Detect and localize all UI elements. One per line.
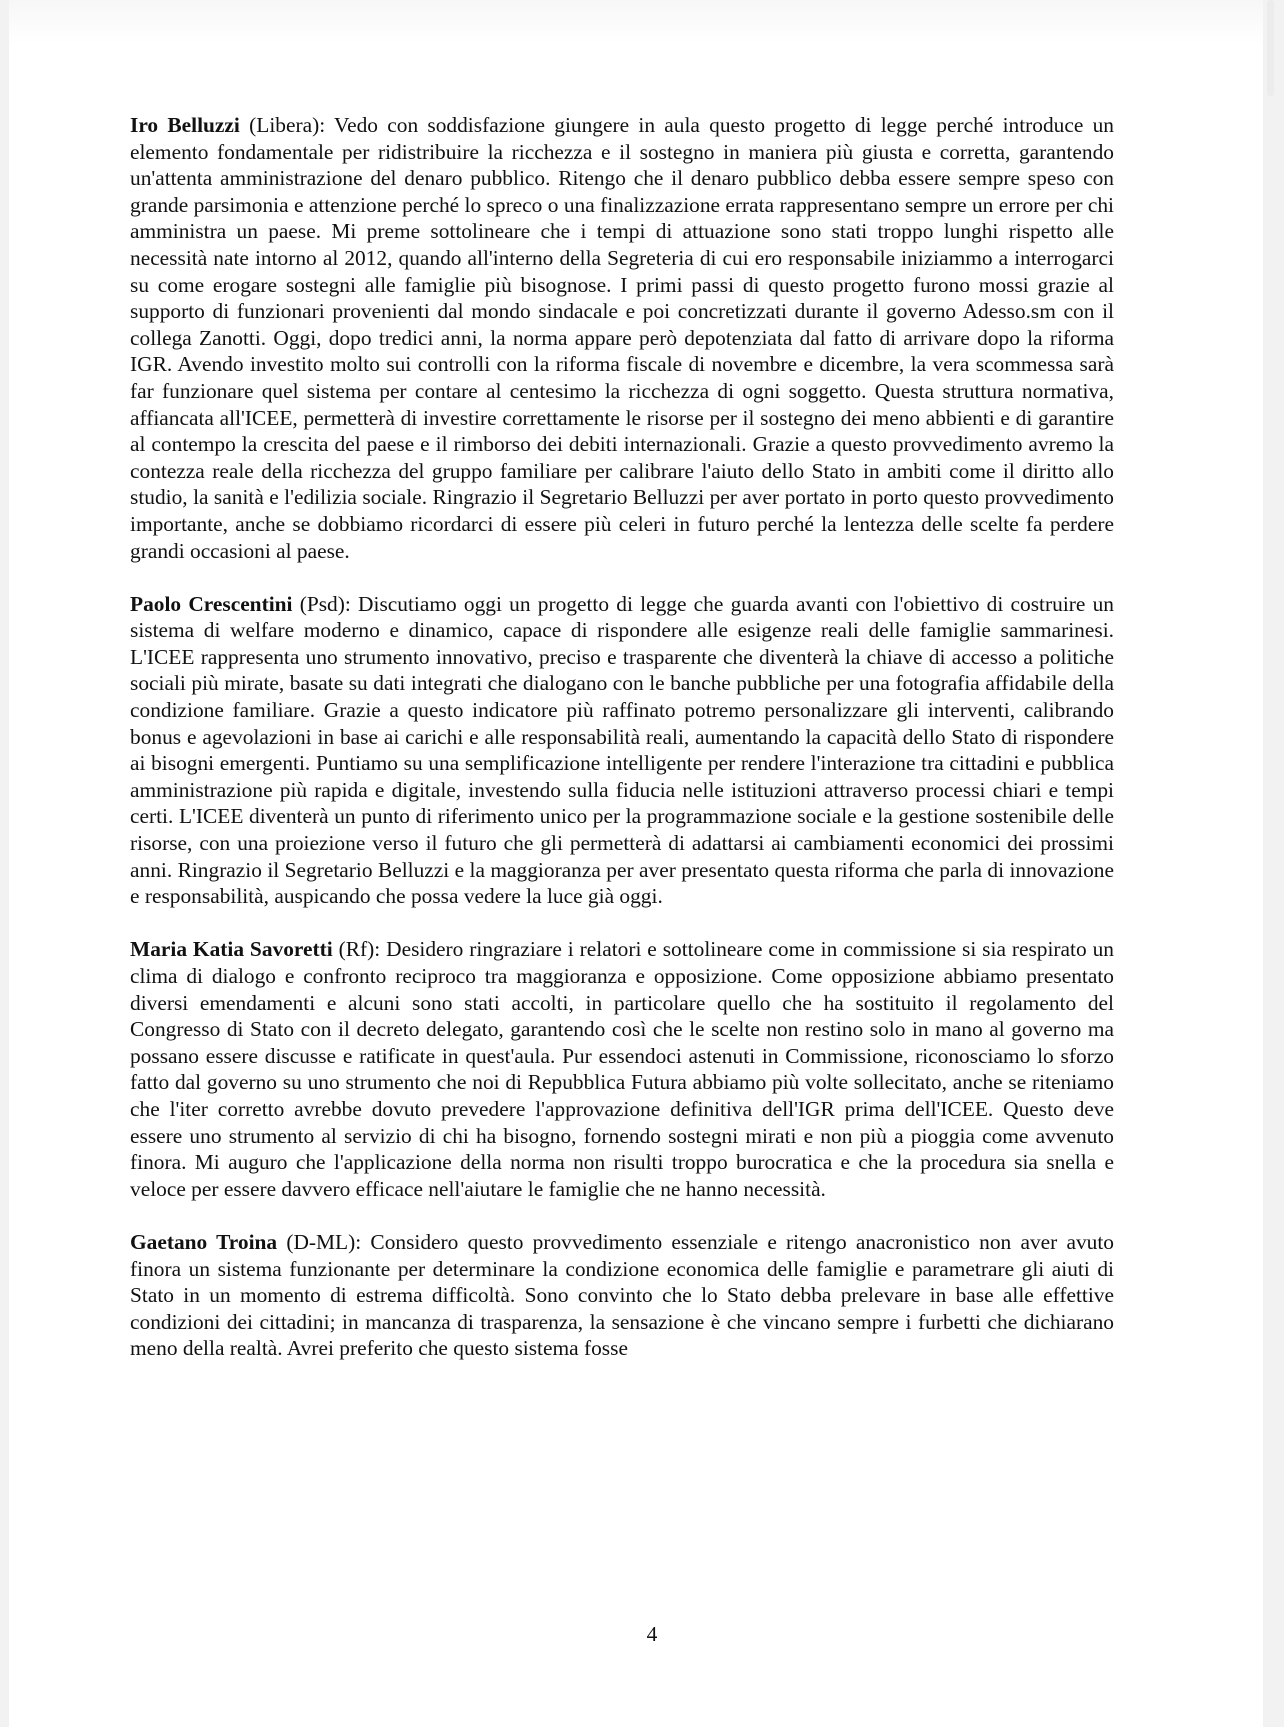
speech-text: Discutiamo oggi un progetto di legge che guarda avanti con l'obiettivo di costruire un sistema di welfare moderno e dinamico, capace di rispondere alle esigenze reali delle famiglie sammarinesi. L'ICEE rappresenta uno strumento innovativo, preciso e trasparente che diventerà la chiave di accesso a politiche sociali più mirate, basate su dati integrati che dialogano con le banche pubbliche per una fotografia affidabile della condizione familiare. Grazie a questo indicatore più raffinato potremo personalizzare gli interventi, calibrando bonus e agevolazioni in base ai carichi e alle responsabilità reali, aumentando la capacità dello Stato di rispondere ai bisogni emergenti. Puntiamo su una semplificazione intelligente per rendere l'interazione tra cittadini e pubblica amministrazione più rapida e digitale, investendo sulla fiducia nelle istituzioni attraverso processi chiari e tempi certi. L'ICEE diventerà un punto di riferimento unico per la programmazione sociale e la gestione sostenibile delle risorse, con una proiezione verso il futuro che gli permetterà di adattarsi ai cambiamenti economici dei prossimi anni. Ringrazio il Segretario Belluzzi e la maggioranza per aver presentato questa riforma che parla di innovazione e responsabilità, auspicando che possa vedere la luce già oggi. — [130, 591, 1114, 909]
speech-text: Desidero ringraziare i relatori e sottolineare come in commissione si sia respirato un clima di dialogo e confronto reciproco tra maggioranza e opposizione. Come opposizione abbiamo presentato diversi emendamenti e alcuni sono stati accolti, in particolare quello che ha sostituito il regolamento del Congresso di Stato con il decreto delegato, garantendo così che le scelte non restino solo in mano al governo ma possano essere discusse e ratificate in quest'aula. Pur essendoci astenuti in Commissione, riconosciamo lo sforzo fatto dal governo su uno strumento che noi di Repubblica Futura abbiamo più volte sollecitato, anche se riteniamo che l'iter corretto avrebbe dovuto prevedere l'approvazione definitiva dell'IGR prima dell'ICEE. Questo deve essere uno strumento al servizio di chi ha bisogno, fornendo sostegni mirati e non più a pioggia come avvenuto finora. Mi auguro che l'applicazione della norma non risulti troppo burocratica e che la procedura sia snella e veloce per essere davvero efficace nell'aiutare le famiglie che ne hanno necessità. — [130, 937, 1114, 1201]
speech-text: Considero questo provvedimento essenziale e ritengo anacronistico non aver avuto finora un sistema funzionante per determinare la condizione economica delle famiglie e parametrare gli aiuti di Stato in un momento di estrema difficoltà. Sono convinto che lo Stato debba prelevare in base alle effettive condizioni dei cittadini; in mancanza di trasparenza, la sensazione è che vincano sempre i furbetti che dichiarano meno della realtà. Avrei preferito che questo sistema fosse — [130, 1229, 1115, 1361]
speech-paragraph — [130, 591, 1114, 910]
page-top-edge — [9, 0, 1263, 44]
page-number: 4 — [646, 1622, 658, 1646]
speaker-name: Gaetano Troina — [130, 1229, 278, 1254]
speech-paragraph — [130, 112, 1114, 564]
speaker-name: Maria Katia Savoretti — [130, 937, 333, 962]
speaker-party: (D-ML): — [277, 1229, 371, 1254]
speaker-party: (Libera): — [239, 113, 335, 137]
speech-text: Vedo con soddisfazione giungere in aula questo progetto di legge perché introduce un elemento fondamentale per ridistribuire la ricchezza e il sostegno in maniera più giusta e corretta, garantendo un'attenta amministrazione del denaro pubblico. Ritengo che il denaro pubblico debba essere sempre speso con grande parsimonia e attenzione perché lo spreco o una finalizzazione errata rappresentano sempre un errore per chi amministra un paese. Mi preme sottolineare che i tempi di attuazione sono stati troppo lunghi rispetto alle necessità nate intorno al 2012, quando all'interno della Segreteria di cui ero responsabile iniziammo a interrogarci su come erogare sostegni alle famiglie più bisognose. I primi passi di questo progetto furono mossi grazie al supporto di funzionari provenienti dal mondo sindacale e poi concretizzati durante il governo Adesso.sm con il collega Zanotti. Oggi, dopo tredici anni, la norma appare però depotenziata dal fatto di arrivare dopo la riforma IGR. Avendo investito molto sui controlli con la riforma fiscale di novembre e dicembre, la vera scommessa sarà far funzionare quel sistema per contare al centesimo la ricchezza di ogni soggetto. Questa struttura normativa, affiancata all'ICEE, permetterà di investire correttamente le risorse per il sostegno dei meno abbienti e di garantire al contempo la crescita del paese e il rimborso dei debiti internazionali. Grazie a questo provvedimento avremo la contezza reale della ricchezza del gruppo familiare per calibrare l'aiuto dello Stato in ambiti come il diritto allo studio, la sanità e l'edilizia sociale. Ringrazio il Segretario Belluzzi per aver portato in porto questo provvedimento importante, anche se dobbiamo ricordarci di essere più celeri in futuro perché la lentezza delle scelte fa perdere grandi occasioni al paese. — [130, 113, 1114, 563]
speaker-name: Paolo Crescentini — [130, 591, 293, 616]
speaker-name: Iro Belluzzi — [130, 113, 240, 137]
page-content — [130, 112, 1114, 1389]
speech-paragraph — [130, 936, 1114, 1202]
vertical-scrollbar[interactable] — [1267, 0, 1274, 96]
speech-paragraph — [130, 1229, 1114, 1362]
speaker-party: (Psd): — [292, 591, 359, 616]
speaker-party: (Rf): — [332, 937, 387, 962]
